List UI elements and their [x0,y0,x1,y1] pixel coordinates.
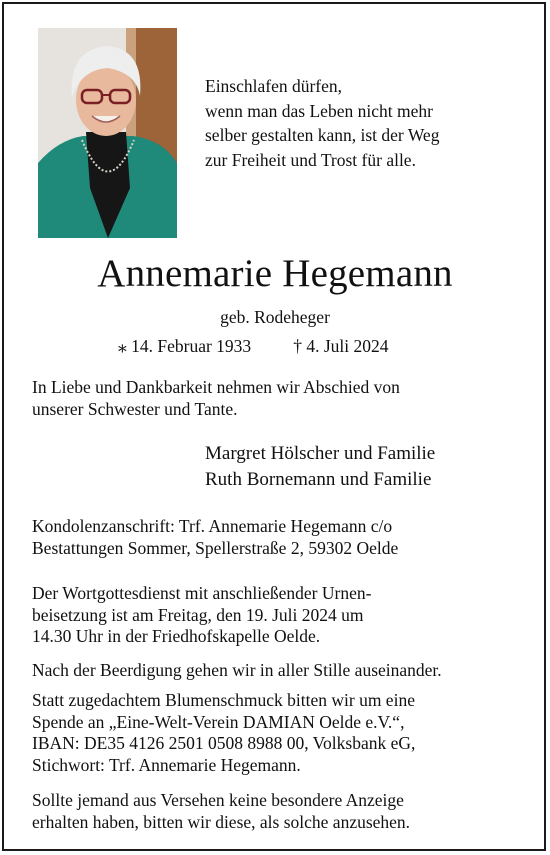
text-line: In Liebe und Dankbarkeit nehmen wir Abschied von [32,377,400,397]
donation-request [32,690,415,776]
deceased-name: Annemarie Hegemann [97,252,453,295]
text-line: unserer Schwester und Tante. [32,398,238,419]
text-line: erhalten haben, bitten wir diese, als solche anzusehen. [32,811,411,832]
service-info [32,583,371,648]
closing-note [32,790,410,833]
mourner: Margret Hölscher und Familie [205,443,436,464]
farewell-text [32,377,400,420]
poem-line: selber gestalten kann, ist der Weg [205,125,440,145]
mourners-list [205,441,435,493]
text-line: IBAN: DE35 4126 2501 0508 8988 00, Volksbank eG, [32,733,416,753]
text-line: Kondolenzanschrift: Trf. Annemarie Hegemann c/o [32,516,393,536]
mourner: Ruth Bornemann und Familie [205,469,432,490]
after-burial-note [32,660,442,682]
text-line: Nach der Beerdigung gehen wir in aller Stille auseinander. [32,660,442,680]
text-line: Bestattungen Sommer, Spellerstraße 2, 59302 Oelde [32,537,399,558]
death-date: † 4. Juli 2024 [293,336,389,356]
text-line: 14.30 Uhr in der Friedhofskapelle Oelde. [32,626,321,646]
text-line: Spende an „Eine-Welt-Verein DAMIAN Oelde e.V.“, [32,711,405,732]
poem-line: Einschlafen dürfen, [205,76,343,96]
life-dates [118,335,388,357]
text-line: Statt zugedachtem Blumenschmuck bitten wir um eine [32,690,415,710]
portrait-photo [38,28,177,238]
birth-date: ⁎ 14. Februar 1933 [118,336,252,356]
condolence-address [32,516,398,559]
text-line: Der Wortgottesdienst mit anschließender Urnen- [32,583,372,603]
poem-line: wenn man das Leben nicht mehr [205,100,433,121]
poem-line: zur Freiheit und Trost für alle. [205,149,416,170]
poem [205,74,439,172]
maiden-name: geb. Rodeheger [220,307,330,327]
text-line: Stichwort: Trf. Annemarie Hegemann. [32,754,301,775]
text-line: beisetzung ist am Freitag, den 19. Juli 2024 um [32,604,364,625]
text-line: Sollte jemand aus Versehen keine besondere Anzeige [32,790,404,810]
